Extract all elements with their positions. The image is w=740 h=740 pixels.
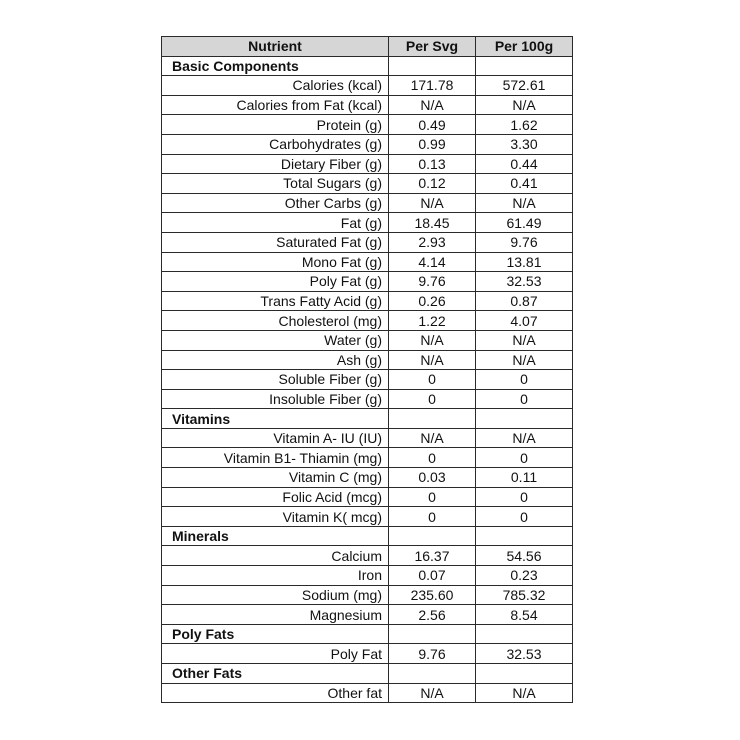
- table-row: [162, 585, 573, 605]
- per-100g-value: 61.49: [476, 213, 573, 233]
- empty-cell: [389, 56, 476, 76]
- per-serving-value: 0.49: [389, 115, 476, 135]
- empty-cell: [476, 526, 573, 546]
- per-100g-value: 0.41: [476, 174, 573, 194]
- per-100g-value: N/A: [476, 350, 573, 370]
- per-100g-value: 0: [476, 389, 573, 409]
- empty-cell: [389, 664, 476, 684]
- nutrient-name: Vitamin C (mg): [162, 468, 389, 488]
- section-row: [162, 664, 573, 684]
- per-serving-value: N/A: [389, 683, 476, 703]
- per-100g-value: 13.81: [476, 252, 573, 272]
- per-100g-value: 0: [476, 507, 573, 527]
- nutrient-name: Poly Fat (g): [162, 272, 389, 292]
- nutrient-name: Sodium (mg): [162, 585, 389, 605]
- section-row: [162, 526, 573, 546]
- per-serving-value: 0: [389, 487, 476, 507]
- nutrition-table: [161, 36, 573, 703]
- table-row: [162, 350, 573, 370]
- table-row: [162, 95, 573, 115]
- table-row: [162, 389, 573, 409]
- nutrient-name: Dietary Fiber (g): [162, 154, 389, 174]
- table-row: [162, 370, 573, 390]
- section-title: Poly Fats: [162, 624, 389, 644]
- per-100g-value: N/A: [476, 330, 573, 350]
- table-row: [162, 311, 573, 331]
- per-100g-value: N/A: [476, 95, 573, 115]
- table-row: [162, 272, 573, 292]
- per-100g-value: N/A: [476, 428, 573, 448]
- section-title: Other Fats: [162, 664, 389, 684]
- table-row: [162, 330, 573, 350]
- nutrient-name: Folic Acid (mcg): [162, 487, 389, 507]
- per-100g-value: 0.23: [476, 566, 573, 586]
- header-nutrient: Nutrient: [162, 37, 389, 57]
- nutrient-name: Protein (g): [162, 115, 389, 135]
- section-row: [162, 409, 573, 429]
- empty-cell: [476, 624, 573, 644]
- nutrient-name: Vitamin B1- Thiamin (mg): [162, 448, 389, 468]
- table-row: [162, 487, 573, 507]
- table-row: [162, 683, 573, 703]
- per-serving-value: 0.07: [389, 566, 476, 586]
- nutrient-name: Other fat: [162, 683, 389, 703]
- per-100g-value: 0: [476, 487, 573, 507]
- per-serving-value: 0: [389, 389, 476, 409]
- header-per-100g: Per 100g: [476, 37, 573, 57]
- section-title: Basic Components: [162, 56, 389, 76]
- nutrient-name: Cholesterol (mg): [162, 311, 389, 331]
- per-serving-value: N/A: [389, 350, 476, 370]
- per-serving-value: 171.78: [389, 76, 476, 96]
- table-row: [162, 252, 573, 272]
- per-100g-value: N/A: [476, 193, 573, 213]
- per-serving-value: 0: [389, 507, 476, 527]
- per-serving-value: 0.12: [389, 174, 476, 194]
- nutrient-name: Vitamin A- IU (IU): [162, 428, 389, 448]
- per-100g-value: 572.61: [476, 76, 573, 96]
- table-body: [162, 56, 573, 703]
- table-row: [162, 174, 573, 194]
- table-row: [162, 468, 573, 488]
- table-row: [162, 605, 573, 625]
- per-100g-value: 0.87: [476, 291, 573, 311]
- empty-cell: [389, 624, 476, 644]
- per-100g-value: 9.76: [476, 232, 573, 252]
- nutrient-name: Poly Fat: [162, 644, 389, 664]
- nutrient-name: Insoluble Fiber (g): [162, 389, 389, 409]
- nutrient-name: Soluble Fiber (g): [162, 370, 389, 390]
- table-row: [162, 644, 573, 664]
- nutrient-name: Other Carbs (g): [162, 193, 389, 213]
- table-row: [162, 213, 573, 233]
- per-100g-value: 54.56: [476, 546, 573, 566]
- nutrient-name: Calcium: [162, 546, 389, 566]
- section-row: [162, 56, 573, 76]
- per-100g-value: 0: [476, 370, 573, 390]
- nutrient-name: Calories (kcal): [162, 76, 389, 96]
- per-100g-value: 785.32: [476, 585, 573, 605]
- nutrient-name: Mono Fat (g): [162, 252, 389, 272]
- header-per-serving: Per Svg: [389, 37, 476, 57]
- per-serving-value: 235.60: [389, 585, 476, 605]
- per-100g-value: 32.53: [476, 272, 573, 292]
- per-serving-value: N/A: [389, 330, 476, 350]
- per-serving-value: 9.76: [389, 272, 476, 292]
- table-row: [162, 448, 573, 468]
- empty-cell: [476, 664, 573, 684]
- table-row: [162, 134, 573, 154]
- section-row: [162, 624, 573, 644]
- per-serving-value: 0.99: [389, 134, 476, 154]
- empty-cell: [476, 56, 573, 76]
- table-row: [162, 115, 573, 135]
- section-title: Minerals: [162, 526, 389, 546]
- nutrient-name: Vitamin K( mcg): [162, 507, 389, 527]
- table-row: [162, 428, 573, 448]
- per-serving-value: 4.14: [389, 252, 476, 272]
- per-serving-value: 18.45: [389, 213, 476, 233]
- nutrient-name: Magnesium: [162, 605, 389, 625]
- nutrient-name: Total Sugars (g): [162, 174, 389, 194]
- per-100g-value: 3.30: [476, 134, 573, 154]
- per-serving-value: 16.37: [389, 546, 476, 566]
- per-serving-value: 0: [389, 448, 476, 468]
- empty-cell: [389, 526, 476, 546]
- nutrient-name: Water (g): [162, 330, 389, 350]
- per-100g-value: 0.44: [476, 154, 573, 174]
- per-100g-value: 4.07: [476, 311, 573, 331]
- nutrient-name: Saturated Fat (g): [162, 232, 389, 252]
- header-row: [162, 37, 573, 57]
- per-serving-value: 1.22: [389, 311, 476, 331]
- per-serving-value: N/A: [389, 193, 476, 213]
- nutrient-name: Iron: [162, 566, 389, 586]
- empty-cell: [476, 409, 573, 429]
- per-100g-value: 0: [476, 448, 573, 468]
- nutrient-name: Ash (g): [162, 350, 389, 370]
- per-serving-value: 2.56: [389, 605, 476, 625]
- per-100g-value: 1.62: [476, 115, 573, 135]
- empty-cell: [389, 409, 476, 429]
- per-100g-value: 32.53: [476, 644, 573, 664]
- per-100g-value: 8.54: [476, 605, 573, 625]
- table-row: [162, 193, 573, 213]
- per-serving-value: 9.76: [389, 644, 476, 664]
- section-title: Vitamins: [162, 409, 389, 429]
- nutrient-name: Fat (g): [162, 213, 389, 233]
- per-serving-value: 0.26: [389, 291, 476, 311]
- per-serving-value: 0.13: [389, 154, 476, 174]
- table-row: [162, 507, 573, 527]
- nutrient-name: Carbohydrates (g): [162, 134, 389, 154]
- per-serving-value: 0.03: [389, 468, 476, 488]
- table-row: [162, 76, 573, 96]
- table-row: [162, 566, 573, 586]
- per-serving-value: 0: [389, 370, 476, 390]
- table-row: [162, 154, 573, 174]
- per-100g-value: N/A: [476, 683, 573, 703]
- per-serving-value: 2.93: [389, 232, 476, 252]
- per-serving-value: N/A: [389, 95, 476, 115]
- nutrient-name: Calories from Fat (kcal): [162, 95, 389, 115]
- per-100g-value: 0.11: [476, 468, 573, 488]
- table-row: [162, 546, 573, 566]
- nutrient-name: Trans Fatty Acid (g): [162, 291, 389, 311]
- table-row: [162, 232, 573, 252]
- table-row: [162, 291, 573, 311]
- per-serving-value: N/A: [389, 428, 476, 448]
